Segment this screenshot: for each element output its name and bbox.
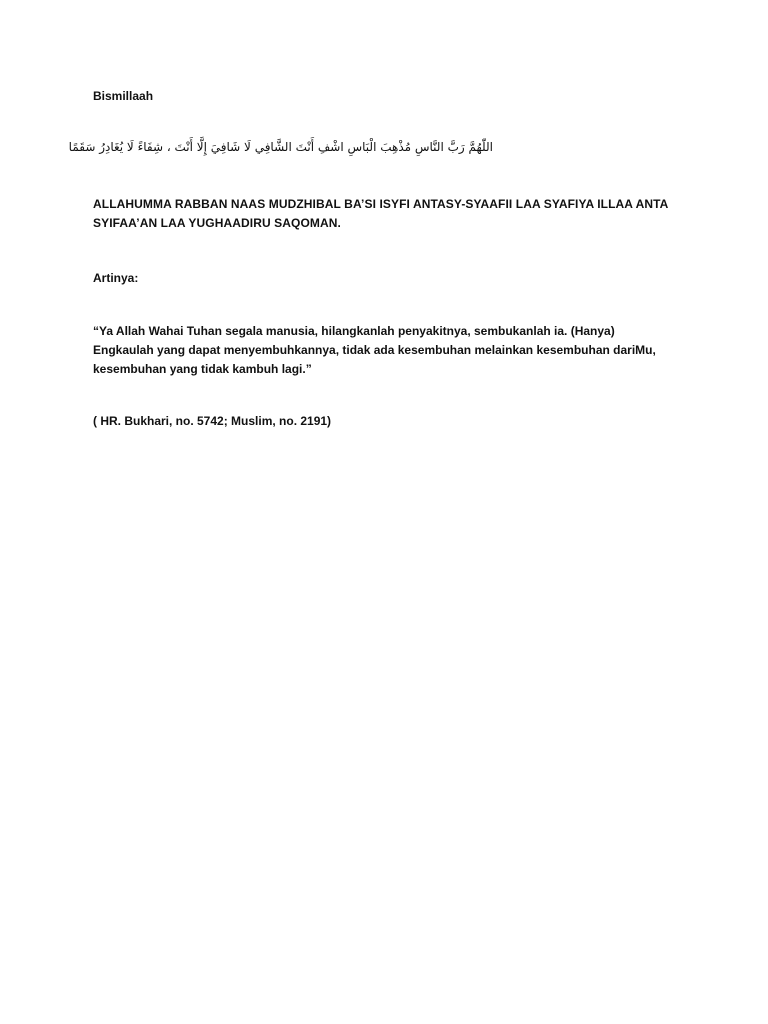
transliteration-line-1: ALLAHUMMA RABBAN NAAS MUDZHIBAL BA’SI ISYFI ANTASY-SYAAFII LAA SYAFIYA ILLAA ANTA [93,197,669,211]
meaning-label: Artinya: [93,271,139,285]
heading: Bismillaah [93,89,154,103]
meaning-line-2: Engkaulah yang dapat menyembuhkannya, tidak ada kesembuhan melainkan kesembuhan dariMu, [93,343,656,357]
transliteration [93,195,673,233]
meaning-line-1: “Ya Allah Wahai Tuhan segala manusia, hilangkanlah penyakitnya, sembukanlah ia. (Hanya) [93,324,615,338]
transliteration-line-2: SYIFAA’AN LAA YUGHAADIRU SAQOMAN. [93,216,341,230]
meaning-line-3: kesembuhan yang tidak kambuh lagi.” [93,362,312,376]
meaning-text [93,322,673,379]
arabic-prayer: اللّٰهُمَّ رَبَّ النَّاسِ مُذْهِبَ الْبَاسِ اشْفِ أَنْتَ الشَّافِي لَا شَافِيَ إِلَّا أَنْتَ ، شِفَاءً لَا يُغَادِرُ سَقَمًا [68,140,493,154]
hadith-source: ( HR. Bukhari, no. 5742; Muslim, no. 2191) [93,414,332,428]
